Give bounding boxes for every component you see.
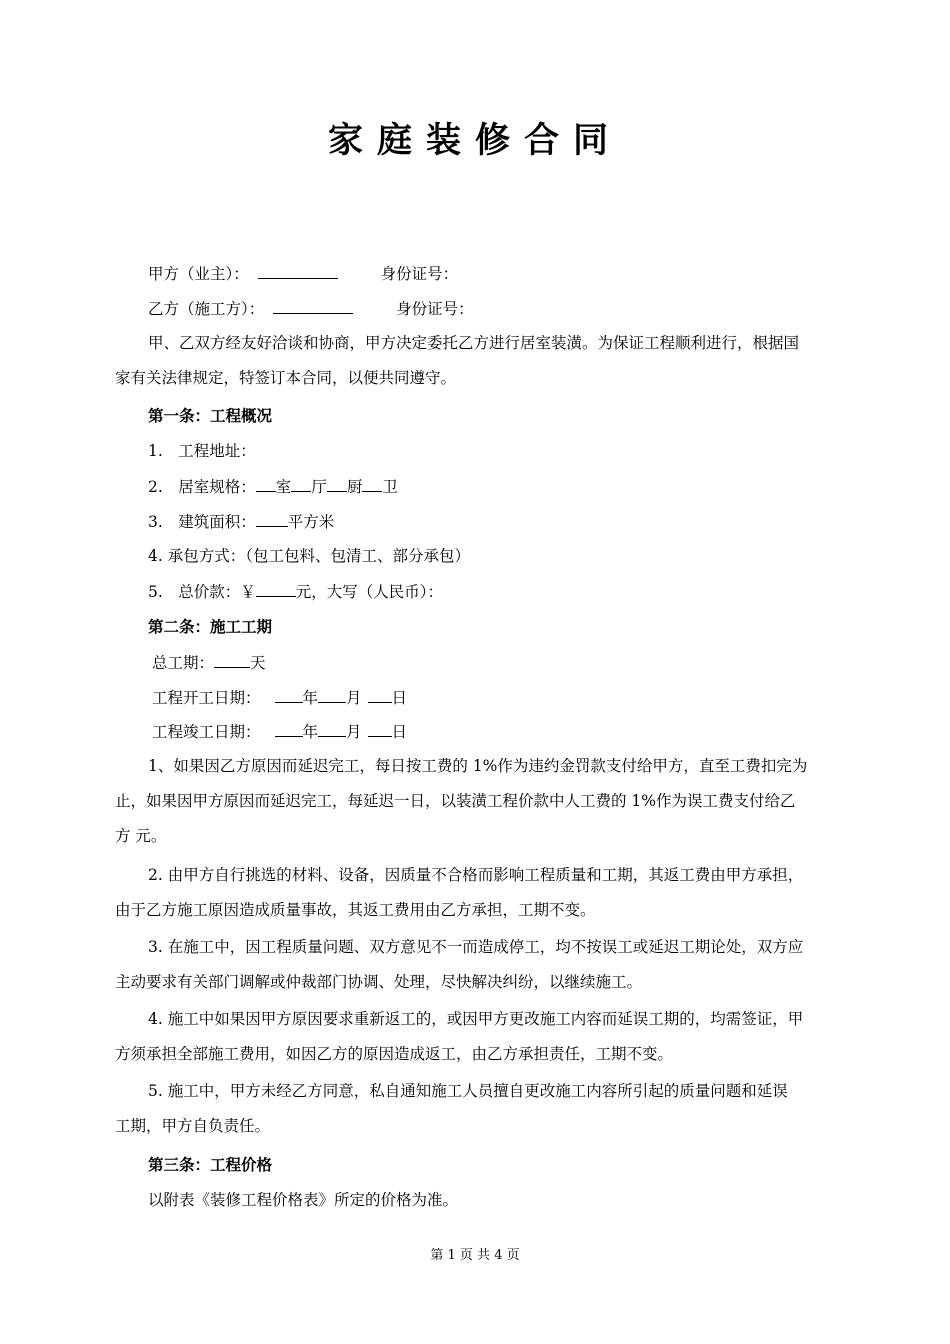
item-2-unit-bath: 卫 [382, 478, 398, 496]
blank [327, 475, 347, 492]
clause-1-line-3: 方 元。 [115, 827, 167, 845]
intro-paragraph [115, 332, 837, 389]
blank [318, 686, 346, 703]
start-date-line [152, 686, 407, 709]
clause-2-line-2: 由于乙方施工原因造成质量事故，其返工费用由乙方承担，工期不变。 [115, 901, 596, 919]
month-label: 月 [346, 723, 362, 741]
clause-1-line-2: 止，如果因甲方原因而延迟完工，每延迟一日，以装潢工程价款中人工费的 1%作为误工费支付给乙 [115, 792, 796, 810]
item-2-unit-room: 室 [275, 478, 292, 496]
total-period-label: 总工期： [152, 654, 215, 672]
clause-3-line-1: 3. 在施工中，因工程质量问题、双方意见不一而造成停工，均不按误工或延迟工期论处，双方应 [148, 938, 804, 956]
intro-line-1: 甲、乙双方经友好洽谈和协商，甲方决定委托乙方进行居室装潢。为保证工程顺利进行，根据国 [148, 334, 800, 352]
blank [214, 651, 250, 668]
blank [362, 475, 382, 492]
item-5-prefix: 5. 总价款：￥ [148, 583, 256, 601]
page-footer: 第 1 页 共 4 页 [430, 1248, 520, 1263]
day-label: 日 [391, 723, 408, 741]
party-b-blank [273, 297, 353, 314]
party-b-id-label: 身份证号： [396, 300, 474, 318]
clause-4-line-1: 4. 施工中如果因甲方原因要求重新返工的，或因甲方更改施工内容而延误工期的，均需签证，甲 [148, 1010, 804, 1028]
item-2-prefix: 2. 居室规格： [148, 478, 256, 496]
item-3-prefix: 3. 建筑面积： [148, 513, 256, 531]
party-a-line [148, 262, 458, 285]
blank [275, 720, 303, 737]
clause-5-line-2: 工期，甲方自负责任。 [115, 1117, 271, 1135]
blank [256, 510, 288, 527]
clause-3 [115, 936, 837, 993]
party-a-id-label: 身份证号： [380, 265, 459, 283]
article-1-item-4: 4. 承包方式：（包工包料、包清工、部分承包） [148, 547, 470, 565]
clause-5-line-1: 5. 施工中，甲方未经乙方同意，私自通知施工人员擅自更改施工内容所引起的质量问题和延误 [148, 1082, 788, 1100]
item-2-unit-hall: 厅 [311, 478, 327, 496]
clause-5 [115, 1080, 837, 1137]
document-title: 家庭装修合同 [327, 121, 622, 161]
clause-4 [115, 1008, 837, 1065]
day-label: 日 [391, 689, 408, 707]
clause-4-line-2: 方须承担全部施工费用，如因乙方的原因造成返工，由乙方承担责任，工期不变。 [115, 1045, 674, 1063]
article-3-heading: 第三条：工程价格 [148, 1155, 273, 1174]
year-label: 年 [302, 689, 319, 707]
start-date-label: 工程开工日期： [152, 689, 261, 707]
total-period-unit: 天 [250, 654, 266, 672]
blank [368, 686, 392, 703]
blank [256, 580, 296, 597]
blank [291, 475, 311, 492]
blank [275, 686, 303, 703]
article-1-heading: 第一条：工程概况 [148, 406, 273, 425]
clause-1-line-1: 1、如果因乙方原因而延迟完工，每日按工费的 1%作为违约金罚款支付给甲方，直至工费扣完为 [148, 757, 808, 775]
clause-2-line-1: 2. 由甲方自行挑选的材料、设备，因质量不合格而影响工程质量和工期，其返工费由甲方承担， [148, 866, 804, 884]
end-date-label: 工程竣工日期： [152, 723, 261, 741]
total-period-line [152, 651, 266, 674]
article-1-item-5 [148, 580, 443, 603]
item-2-unit-kitchen: 厨 [346, 478, 363, 496]
party-b-line [148, 297, 474, 320]
article-1-item-3 [148, 510, 334, 533]
month-label: 月 [346, 689, 362, 707]
intro-line-2: 家有关法律规定，特签订本合同，以便共同遵守。 [115, 369, 457, 387]
blank [368, 720, 392, 737]
party-b-label: 乙方（施工方）： [148, 300, 265, 318]
clause-3-line-2: 主动要求有关部门调解或仲裁部门协调、处理，尽快解决纠纷，以继续施工。 [115, 973, 643, 991]
end-date-line [152, 720, 407, 743]
article-3-text: 以附表《装修工程价格表》所定的价格为准。 [148, 1191, 459, 1209]
article-1-item-1: 1. 工程地址： [148, 442, 256, 460]
blank [256, 475, 276, 492]
clause-2 [115, 864, 837, 921]
clause-1 [115, 755, 837, 847]
item-3-unit: 平方米 [287, 513, 335, 531]
blank [318, 720, 346, 737]
party-a-blank [258, 262, 338, 279]
item-5-suffix: 元，大写（人民币）： [295, 583, 444, 601]
party-a-label: 甲方（业主）： [148, 265, 249, 283]
article-2-heading: 第二条：施工工期 [148, 617, 273, 636]
year-label: 年 [302, 723, 319, 741]
article-1-item-2 [148, 475, 398, 498]
